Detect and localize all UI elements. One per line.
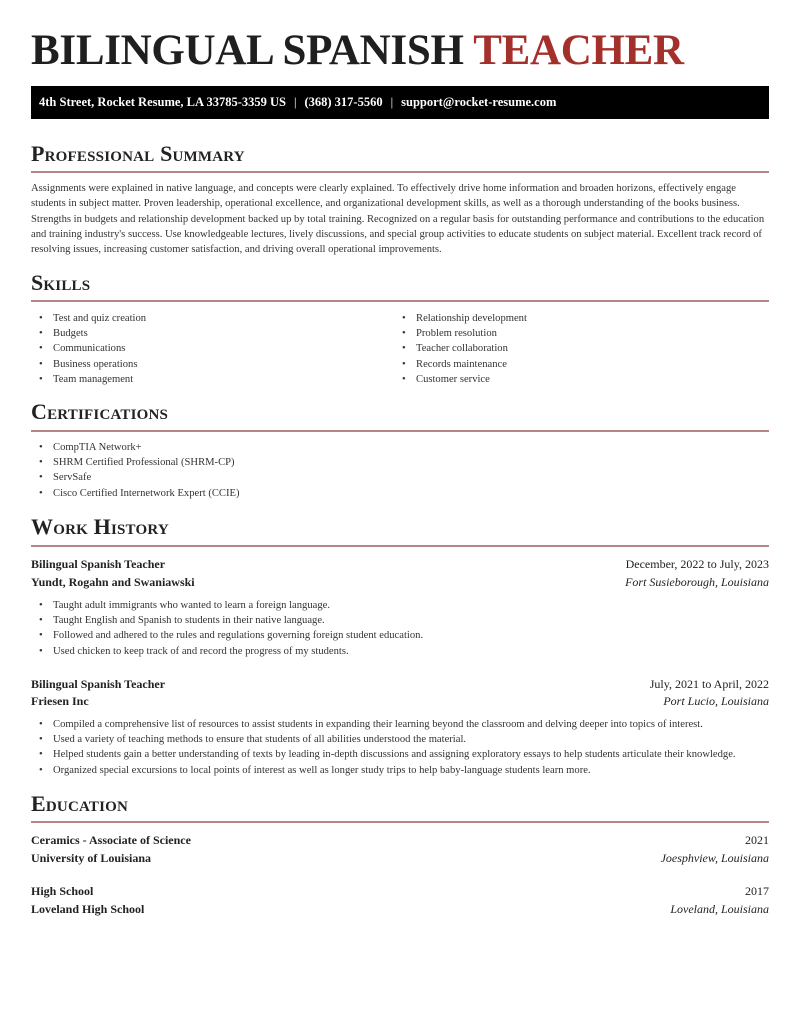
job-dates: December, 2022 to July, 2023 [625,557,769,571]
title-accent: TEACHER [473,27,684,74]
skill-item: • Customer service [394,372,527,387]
education-location: Loveland, Louisiana [670,902,769,916]
contact-separator: | [390,95,394,109]
certifications-list [31,440,240,501]
job-header-row [31,675,769,693]
skill-item: • Test and quiz creation [31,311,146,326]
job-header-row [31,555,769,573]
education-year: 2021 [745,833,769,847]
job-company-row [31,573,769,591]
education-degree: High School [31,884,94,898]
job-title: Bilingual Spanish Teacher [31,557,166,571]
job-bullet: • Used chicken to keep track of and record the progress of my students. [31,644,423,659]
section-divider [31,300,769,302]
education-school-row [31,849,769,867]
resume-title [31,27,684,75]
job-bullet: • Taught English and Spanish to students in their native language. [31,613,423,628]
section-divider [31,430,769,432]
job-bullet: • Compiled a comprehensive list of resources to assist students in expanding their learning beyond the classroom and delving deeper into topics of interest. [31,717,736,732]
job-bullet: • Helped students gain a better understanding of texts by leading in-depth discussions and assigning exploratory essays to help students articulate their knowledge. [31,747,736,762]
job-location: Fort Susieborough, Louisiana [625,575,769,589]
certification-item: • ServSafe [31,470,240,485]
education-header-row [31,831,769,849]
job-dates: July, 2021 to April, 2022 [649,677,769,691]
section-divider [31,821,769,823]
section-heading-skills: Skills [31,270,91,295]
education-school: Loveland High School [31,902,145,916]
education-degree: Ceramics - Associate of Science [31,833,191,847]
education-school: University of Louisiana [31,851,152,865]
job-bullet: • Organized special excursions to local points of interest as well as longer study trips to help baby-language students learn more. [31,763,736,778]
contact-phone[interactable]: (368) 317-5560 [304,95,383,109]
education-school-row [31,900,769,918]
skills-list-left [31,311,146,387]
section-divider [31,171,769,173]
section-heading-education: Education [31,791,129,816]
contact-email[interactable]: support@rocket-resume.com [401,95,557,109]
job-bullets [31,717,736,778]
certification-item: • Cisco Certified Internetwork Expert (CCIE) [31,486,240,501]
education-header-row [31,882,769,900]
skill-item: • Business operations [31,357,146,372]
job-location: Port Lucio, Louisiana [663,694,769,708]
contact-address: 4th Street, Rocket Resume, LA 33785-3359 US [39,95,286,109]
job-company: Yundt, Rogahn and Swaniawski [31,575,195,589]
job-bullet: • Used a variety of teaching methods to ensure that students of all abilities understood the material. [31,732,736,747]
education-year: 2017 [745,884,769,898]
title-main: BILINGUAL SPANISH [31,27,474,74]
skill-item: • Budgets [31,326,146,341]
contact-bar [31,86,769,119]
contact-separator: | [293,95,297,109]
section-divider [31,545,769,547]
section-heading-summary: Professional Summary [31,141,245,166]
job-bullets [31,598,423,659]
skill-item: • Problem resolution [394,326,527,341]
skill-item: • Team management [31,372,146,387]
certification-item: • CompTIA Network+ [31,440,240,455]
job-title: Bilingual Spanish Teacher [31,677,166,691]
skill-item: • Communications [31,341,146,356]
job-bullet: • Followed and adhered to the rules and regulations governing foreign student education. [31,628,423,643]
section-heading-work-history: Work History [31,514,169,539]
skill-item: • Relationship development [394,311,527,326]
job-company: Friesen Inc [31,694,89,708]
job-bullet: • Taught adult immigrants who wanted to learn a foreign language. [31,598,423,613]
skills-list-right [394,311,527,387]
certification-item: • SHRM Certified Professional (SHRM-CP) [31,455,240,470]
skill-item: • Teacher collaboration [394,341,527,356]
section-heading-certifications: Certifications [31,399,169,424]
job-company-row [31,692,769,710]
education-location: Joesphview, Louisiana [660,851,769,865]
skill-item: • Records maintenance [394,357,527,372]
summary-text: Assignments were explained in native language, and concepts were clearly explained. To effectively drive home information and broaden horizons, effectively engage students in subject matter. Proven leadership, operational excellence, and organizational development skills, as well as a thorough understanding of the books business. Strengths in budgets and relationship development backed up by total training. Recognized on a regular basis for outstanding performance and contributions to the education and training industry's success. Use knowledgeable lectures, lively discussions, and special group activities to educate students on subject material. Excellent track record of resolving issues, increasing customer satisfaction, and driving overall operational improvements. [31,183,765,256]
